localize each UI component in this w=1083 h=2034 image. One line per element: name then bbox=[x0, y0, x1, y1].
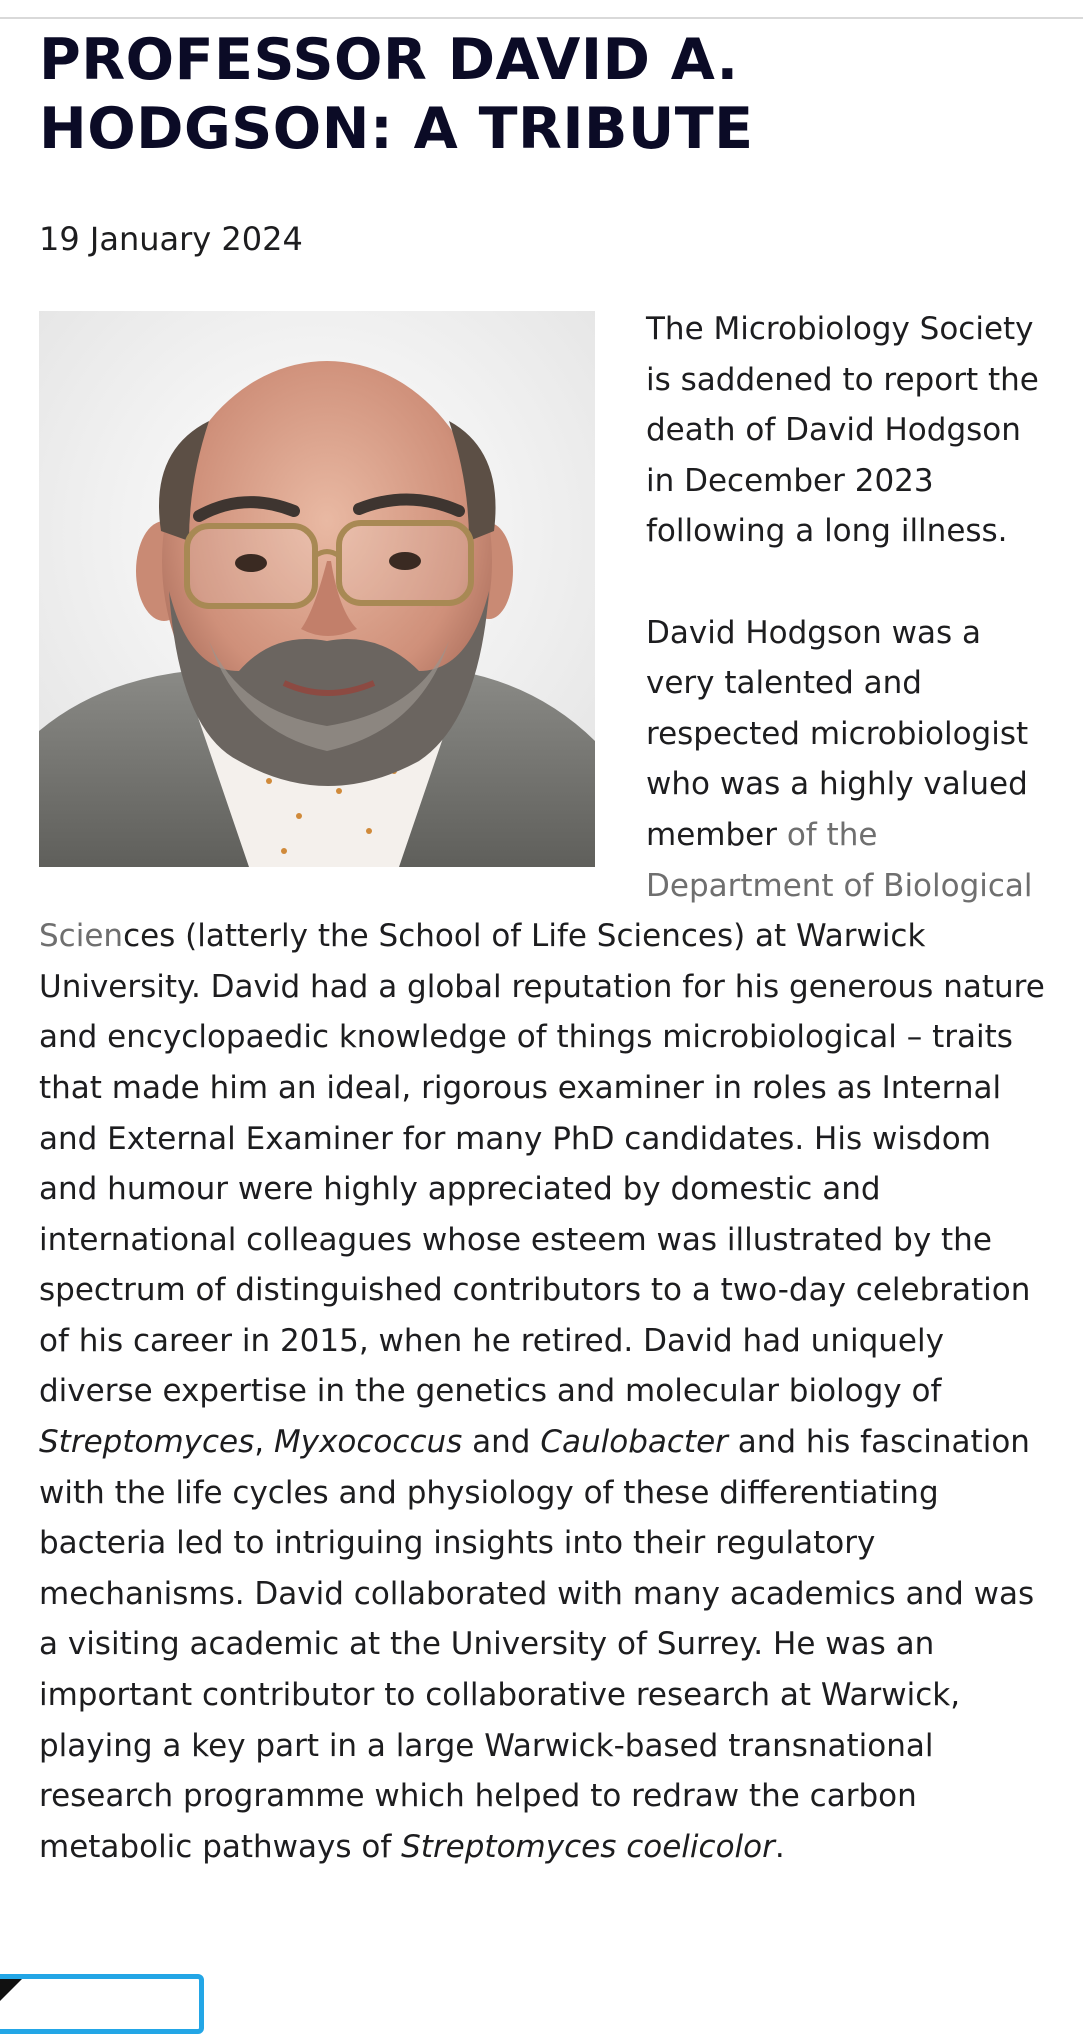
page-title: PROFESSOR DAVID A. HODGSON: A TRIBUTE bbox=[39, 27, 754, 162]
mouse-pointer-icon bbox=[0, 1979, 22, 2001]
intro-paragraph: The Microbiology Society is saddened to report the death of David Hodgson in December 2023 following a long illness. bbox=[646, 311, 1039, 550]
tribute-text-part-c: and his fascination with the life cycles and physiology of these differentiating bacteria led to intriguing insights into their regulatory mechanisms. David collaborated with many academics and was a visiting academic at the University of Surrey. He was an important contributor to collaborative research at Warwick, playing a key part in a large Warwick-based transnational research programme which helped to redraw the carbon metabolic pathways of bbox=[39, 1424, 1035, 1865]
tribute-text-end: . bbox=[774, 1828, 785, 1865]
separator-and: and bbox=[462, 1424, 541, 1461]
tribute-text-faded: of the Department of Biological Scien bbox=[39, 816, 1033, 955]
separator-comma: , bbox=[254, 1424, 274, 1461]
tribute-article bbox=[39, 26, 1049, 1872]
species-myxococcus: Myxococcus bbox=[273, 1424, 463, 1461]
publish-date: 19 January 2024 bbox=[39, 220, 303, 258]
tribute-text-part-b: ces (latterly the School of Life Sciences) at Warwick University. David had a global reputation for his generous nature and encyclopaedic knowledge of things microbiological – traits that made him an ideal, rigorous examiner in roles as Internal and External Examiner for many PhD candidates. His wisdom and humour were highly appreciated by domestic and international colleagues whose esteem was illustrated by the spectrum of distinguished contributors to a two-day celebration of his career in 2015, when he retired. David had uniquely diverse expertise in the genetics and molecular biology of bbox=[39, 918, 1045, 1410]
species-streptomyces: Streptomyces bbox=[39, 1424, 255, 1461]
species-streptomyces-coelicolor: Streptomyces coelicolor bbox=[401, 1828, 775, 1865]
article-body bbox=[39, 304, 1049, 1872]
species-caulobacter: Caulobacter bbox=[540, 1424, 728, 1461]
focus-ring bbox=[0, 1974, 204, 2034]
top-divider bbox=[0, 17, 1083, 19]
tribute-text-part-a: David Hodgson was a very talented and respected microbiologist who was a highly valued member bbox=[646, 614, 1029, 853]
portrait-photo bbox=[39, 311, 595, 867]
